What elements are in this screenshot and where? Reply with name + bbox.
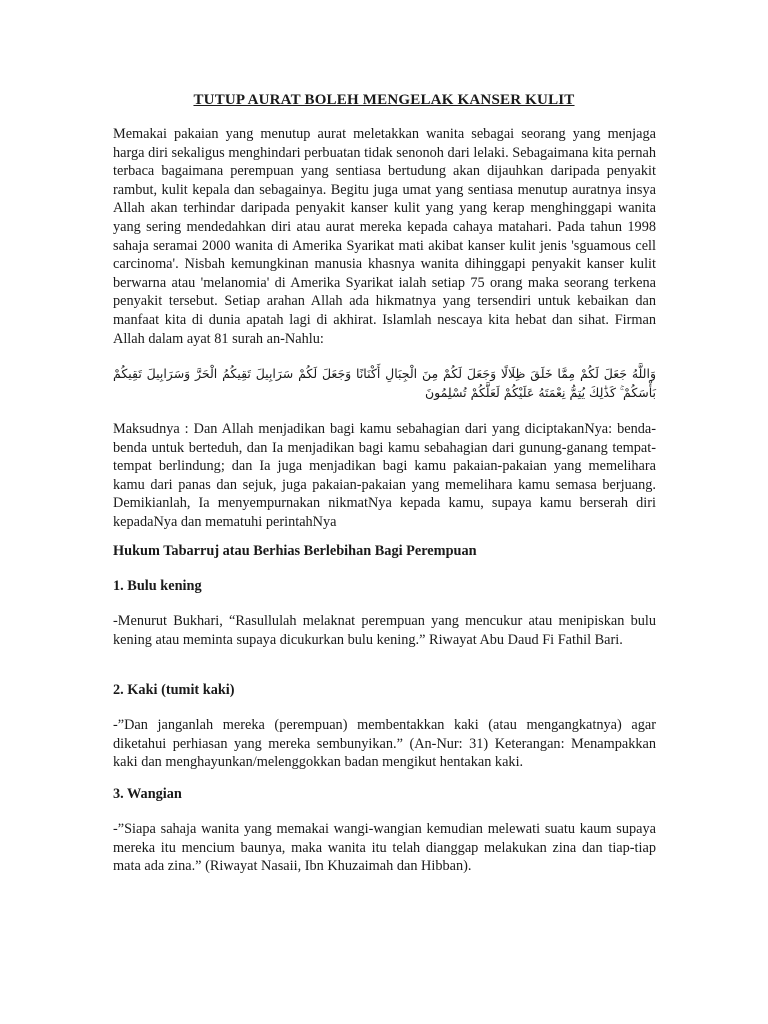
section-heading: Hukum Tabarruj atau Berhias Berlebihan Bagi Perempuan (113, 543, 477, 559)
item-text-bulu-kening: -Menurut Bukhari, “Rasullulah melaknat perempuan yang mencukur atau menipiskan bulu kening atau meminta supaya dicukurkan bulu kening.” Riwayat Abu Daud Fi Fathil Bari. (113, 613, 656, 648)
item-heading-bulu-kening: 1. Bulu kening (113, 578, 202, 594)
meaning-paragraph: Maksudnya : Dan Allah menjadikan bagi kamu sebahagian dari yang diciptakanNya: benda-benda untuk berteduh, dan Ia menjadikan bagi kamu sebahagian dari gunung-ganang tempat-tempat berlindung; dan Ia juga menjadikan bagi kamu pakaian-pakaian yang memelihara kamu dari panas dan sejuk, juga pakaian-pakaian yang memelihara kamu semasa berjuang. Demikianlah, Ia menyempurnakan nikmatNya kepada kamu, supaya kamu berserah diri kepadaNya dan mematuhi perintahNya (113, 421, 656, 530)
arabic-verse: وَاللَّهُ جَعَلَ لَكُمْ مِمَّا خَلَقَ ظِلَالًا وَجَعَلَ لَكُمْ مِنَ الْجِبَالِ أَكْنَانًا وَجَعَلَ لَكُمْ سَرَابِيلَ تَقِيكُمُ الْحَرَّ وَسَرَابِيلَ تَقِيكُمْ بَأْسَكُمْ ۚ كَذَٰلِكَ يُتِمُّ نِعْمَتَهُ عَلَيْكُمْ لَعَلَّكُمْ تُسْلِمُونَ (113, 366, 656, 400)
document-title: TUTUP AURAT BOLEH MENGELAK KANSER KULIT (193, 92, 575, 108)
item-text-kaki: -”Dan janganlah mereka (perempuan) membentakkan kaki (atau mengangkatnya) agar diketahui perhiasan yang mereka sembunyikan.” (An-Nur: 31) Keterangan: Menampakkan kaki dan menghayunkan/melenggokkan badan mengikut hentakan kaki. (113, 717, 656, 771)
item-heading-wangian: 3. Wangian (113, 786, 182, 802)
intro-paragraph: Memakai pakaian yang menutup aurat meletakkan wanita sebagai seorang yang menjaga harga diri sekaligus menghindari perbuatan tidak senonoh dari lelaki. Sebagaimana kita pernah terbaca bagaimana perempuan yang sentiasa bertudung akan dijauhkan daripada penyakit rambut, kulit kepala dan sebagainya. Begitu juga umat yang sentiasa menutup auratnya insya Allah akan terhindar daripada penyakit kanser kulit yang yang kerap menghinggapi wanita yang sering mendedahkan diri atau aurat mereka kepada cahaya matahari. Pada tahun 1998 sahaja seramai 2000 wanita di Amerika Syarikat mati akibat kanser kulit jenis 'sguamous cell carcinoma'. Nisbah kemungkinan manusia khasnya wanita dihinggapi penyakit kanser kulit berwarna atau 'melanomia' di Amerika Syarikat ialah setiap 75 orang maka seorang terkena penyakit tersebut. Setiap arahan Allah ada hikmatnya yang tersendiri untuk kebaikan dan manfaat kita di dunia apatah lagi di akhirat. Islamlah nescaya kita hebat dan sihat. Firman Allah dalam ayat 81 surah an-Nahlu: (113, 126, 656, 347)
item-heading-kaki: 2. Kaki (tumit kaki) (113, 682, 235, 698)
item-text-wangian: -”Siapa sahaja wanita yang memakai wangi-wangian kemudian melewati suatu kaum supaya mereka itu mencium baunya, maka wanita itu telah dianggap melakukan zina dan tiap-tiap mata ada zina.” (Riwayat Nasaii, Ibn Khuzaimah dan Hibban). (113, 821, 656, 875)
